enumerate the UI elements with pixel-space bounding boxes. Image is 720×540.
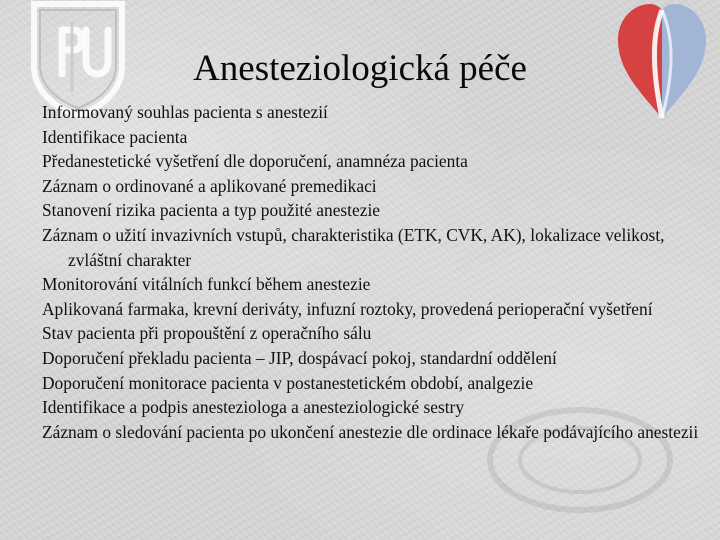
list-item: Stanovení rizika pacienta a typ použité anestezie <box>42 200 381 221</box>
list-item: Aplikovaná farmaka, krevní deriváty, infuzní roztoky, provedená perioperační vyšetření <box>42 298 653 319</box>
list-item: Monitorování vitálních funkcí během anestezie <box>42 274 371 295</box>
list-item: Předanestetické vyšetření dle doporučení, anamnéza pacienta <box>42 151 468 172</box>
list-item: Identifikace pacienta <box>42 126 188 147</box>
list-item: Informovaný souhlas pacienta s anestezií <box>42 102 328 122</box>
bullet-list <box>42 100 710 444</box>
list-item: Záznam o užití invazivních vstupů, charakteristika (ETK, CVK, AK), lokalizace velikost, zvláštní charakter <box>42 224 665 270</box>
list-item: Stav pacienta při propouštění z operačního sálu <box>42 323 372 344</box>
list-item: Identifikace a podpis anesteziologa a anesteziologické sestry <box>42 397 465 418</box>
list-item: Doporučení monitorace pacienta v postanestetickém období, analgezie <box>42 372 534 393</box>
list-item: Záznam o sledování pacienta po ukončení anestezie dle ordinace lékaře podávajícího anestezii <box>42 421 699 442</box>
slide-title: Anesteziologická péče <box>193 48 527 89</box>
list-item: Záznam o ordinované a aplikované premedikaci <box>42 175 377 196</box>
list-item: Doporučení překladu pacienta – JIP, dospávací pokoj, standardní oddělení <box>42 347 557 368</box>
